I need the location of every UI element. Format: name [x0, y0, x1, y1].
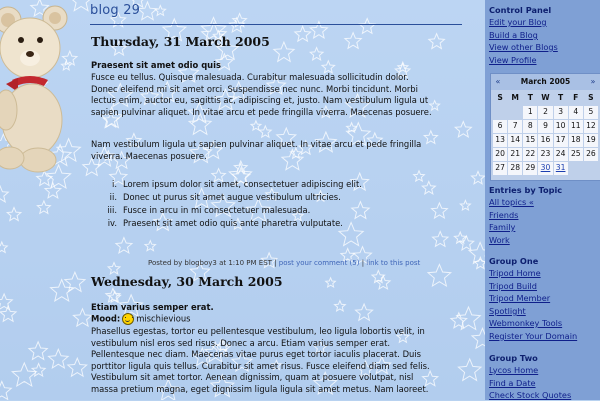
post-text-line: viverra. Maecenas posuere.	[91, 150, 207, 161]
view-profile-link[interactable]: View Profile	[489, 55, 537, 65]
calendar-day: 22	[523, 148, 538, 162]
blog-content	[90, 0, 465, 400]
calendar-day: 19	[583, 134, 598, 148]
calendar-day: 1	[523, 106, 538, 120]
calendar-day: 25	[568, 148, 583, 162]
calendar-day: 23	[538, 148, 553, 162]
find-a-date-link[interactable]: Find a Date	[489, 378, 536, 388]
star-shape	[73, 309, 91, 326]
list-item-text: Lorem ipsum dolor sit amet, consectetuer adipiscing elit.	[123, 179, 362, 189]
list-item	[91, 192, 461, 205]
post-text-line: Pellentesque nec diam. Maecenas vitae purus eget tortor iaculis placerat. Duis	[91, 349, 422, 359]
post-text-line: Fusce eu tellus. Quisque malesuada. Curabitur malesuada sollicitudin dolor.	[91, 72, 409, 82]
tripod-build-link[interactable]: Tripod Build	[489, 281, 537, 291]
view-other-blogs-link[interactable]: View other Blogs	[489, 42, 558, 52]
friends-link[interactable]: Friends	[489, 210, 519, 220]
calendar-grid	[492, 91, 599, 176]
calendar-weekday: W	[538, 92, 553, 106]
title-divider	[90, 24, 462, 25]
calendar-week-row	[493, 148, 599, 162]
spotlight-link[interactable]: Spotlight	[489, 306, 526, 316]
list-item	[91, 179, 461, 192]
star-shape	[469, 242, 485, 263]
calendar-day: 9	[538, 120, 553, 134]
list-number: iii.	[107, 205, 117, 215]
calendar-week-row	[493, 106, 599, 120]
list-item	[91, 218, 461, 231]
list-item-text: Donec ut purus sit amet augue vestibulum ultricies.	[123, 192, 341, 202]
topics-heading: Entries by Topic	[489, 185, 563, 195]
star-shape	[49, 349, 69, 368]
calendar-day: 17	[553, 134, 568, 148]
mood-label: Mood:	[91, 313, 121, 324]
calendar-day: 24	[553, 148, 568, 162]
calendar-day: 26	[583, 148, 598, 162]
calendar-day: 18	[568, 134, 583, 148]
post-comment-link[interactable]: post your comment (5)	[278, 259, 360, 267]
tripod-member-link[interactable]: Tripod Member	[489, 293, 551, 303]
calendar-week-row	[493, 120, 599, 134]
post-paragraph	[91, 326, 461, 395]
calendar-weekday: S	[583, 92, 598, 106]
calendar-weekday: T	[553, 92, 568, 106]
post-title: Etiam varius semper erat.	[91, 302, 214, 312]
calendar-day: 8	[523, 120, 538, 134]
calendar-day: 12	[583, 120, 598, 134]
post-text-line: sapien pulvinar aliquet. In vitae arcu et pede fringilla viverra. Maecenas posuere.	[91, 106, 432, 117]
calendar-day: 13	[493, 134, 508, 148]
star-shape	[70, 0, 92, 11]
lycos-home-link[interactable]: Lycos Home	[489, 365, 539, 375]
star-shape	[472, 171, 485, 183]
star-shape	[0, 242, 7, 253]
star-shape	[51, 280, 73, 301]
star-shape	[37, 201, 50, 214]
calendar-month: March 2005	[491, 74, 600, 90]
teddy-bear-image	[0, 0, 70, 175]
edit-blog-link[interactable]: Edit your Blog	[489, 17, 547, 27]
mood-value: mischievious	[136, 313, 191, 324]
list-item-text: Fusce in arcu in mi consectetuer malesuada.	[123, 205, 311, 215]
post-text-line: vestibulum nisl eros sed risus. Donec a arcu. Etiam varius semper erat.	[91, 337, 391, 348]
post-text-line: Phasellus egestas, tortor eu pellentesque vestibulum, leo ligula lobortis velit, in	[91, 326, 425, 336]
list-number: i.	[112, 179, 117, 189]
calendar-weekday: T	[523, 92, 538, 106]
calendar-day: 29	[523, 162, 538, 176]
calendar-weekday: S	[493, 92, 508, 106]
post-text-line: porttitor ligula quis tellus. Curabitur sit amet risus. Fusce eleifend diam sed felis.	[91, 360, 430, 371]
calendar-day: 15	[523, 134, 538, 148]
calendar-empty-cell	[568, 162, 583, 176]
star-shape	[0, 294, 12, 310]
calendar-day: 16	[538, 134, 553, 148]
post-title: Praesent sit amet odio quis	[91, 60, 222, 70]
post-date: Wednesday, 30 March 2005	[91, 274, 283, 289]
star-shape	[29, 342, 47, 360]
register-domain-link[interactable]: Register Your Domain	[489, 331, 578, 341]
star-shape	[12, 363, 36, 386]
group-one-heading: Group One	[489, 256, 539, 266]
post-paragraph	[91, 72, 461, 118]
calendar-day[interactable]: 30	[538, 162, 553, 176]
blog-title[interactable]: blog 29	[90, 3, 141, 18]
post-byline	[148, 258, 420, 270]
webmonkey-tools-link[interactable]: Webmonkey Tools	[489, 318, 563, 328]
calendar-day: 7	[508, 120, 523, 134]
build-blog-link[interactable]: Build a Blog	[489, 30, 538, 40]
calendar-day: 27	[493, 162, 508, 176]
calendar-next-button[interactable]: »	[590, 77, 596, 86]
post-text-line: Donec eleifend mi sit amet orci. Suspendisse nec nunc. Morbi tincidunt. Morbi	[91, 83, 418, 94]
calendar-day: 21	[508, 148, 523, 162]
star-shape	[472, 328, 485, 348]
list-number: iv.	[107, 218, 117, 228]
post-date: Thursday, 31 March 2005	[91, 34, 270, 49]
calendar-day: 20	[493, 148, 508, 162]
roman-list	[91, 179, 461, 231]
calendar-day: 28	[508, 162, 523, 176]
calendar-day: 14	[508, 134, 523, 148]
calendar-day: 2	[538, 106, 553, 120]
list-item	[91, 205, 461, 218]
permalink-link[interactable]: link to this post	[366, 259, 421, 267]
calendar-day: 6	[493, 120, 508, 134]
calendar-empty-cell	[508, 106, 523, 120]
stock-quotes-link[interactable]: Check Stock Quotes	[489, 390, 572, 400]
byline-text: Posted by blogboy3 at 1:10 PM EST |	[148, 259, 277, 267]
star-shape	[7, 208, 21, 221]
calendar-weekday: F	[568, 92, 583, 106]
calendar-day: 4	[568, 106, 583, 120]
post-text-line: massa pretium magna, eget dignissim ligula ligula sit amet metus. Nam laoreet.	[91, 383, 429, 394]
calendar-weekday: M	[508, 92, 523, 106]
post-paragraph	[91, 139, 461, 162]
smiley-icon	[122, 313, 134, 325]
post-text-line: Vestibulum sit amet tortor. Aenean dignissim, quam at posuere volutpat, nisl	[91, 372, 414, 382]
list-number: ii.	[109, 192, 117, 202]
calendar-day: 11	[568, 120, 583, 134]
post-text-line: lectus enim, auctor eu, sagittis ac, adipiscing et, justo. Nam vestibulum ligula ut	[91, 95, 429, 105]
calendar-prev-button[interactable]: «	[495, 77, 501, 86]
star-shape	[68, 358, 87, 376]
tripod-home-link[interactable]: Tripod Home	[489, 268, 541, 278]
all-topics-link[interactable]: All topics «	[489, 197, 534, 207]
calendar-week-row	[493, 162, 599, 176]
star-shape	[45, 183, 61, 198]
work-link[interactable]: Work	[489, 235, 510, 245]
mood-row	[91, 313, 191, 325]
calendar-day: 3	[553, 106, 568, 120]
star-shape	[475, 257, 486, 268]
family-link[interactable]: Family	[489, 222, 516, 232]
star-shape	[65, 272, 85, 291]
calendar-weekday-row	[493, 92, 599, 106]
sidebar	[485, 0, 600, 400]
calendar-week-row	[493, 134, 599, 148]
byline-separator: |	[361, 259, 365, 267]
post-text-line: Nam vestibulum ligula ut sapien pulvinar aliquet. In vitae arcu et pede fringilla	[91, 139, 422, 149]
calendar-day: 10	[553, 120, 568, 134]
calendar-day[interactable]: 31	[553, 162, 568, 176]
calendar	[490, 73, 600, 181]
star-shape	[0, 186, 8, 202]
control-panel-heading: Control Panel	[489, 5, 552, 15]
group-two-heading: Group Two	[489, 353, 538, 363]
star-shape	[0, 381, 11, 399]
list-item-text: Praesent sit amet odio quis ante pharetra vulputate.	[123, 218, 343, 228]
calendar-day: 5	[583, 106, 598, 120]
calendar-empty-cell	[583, 162, 598, 176]
calendar-empty-cell	[493, 106, 508, 120]
